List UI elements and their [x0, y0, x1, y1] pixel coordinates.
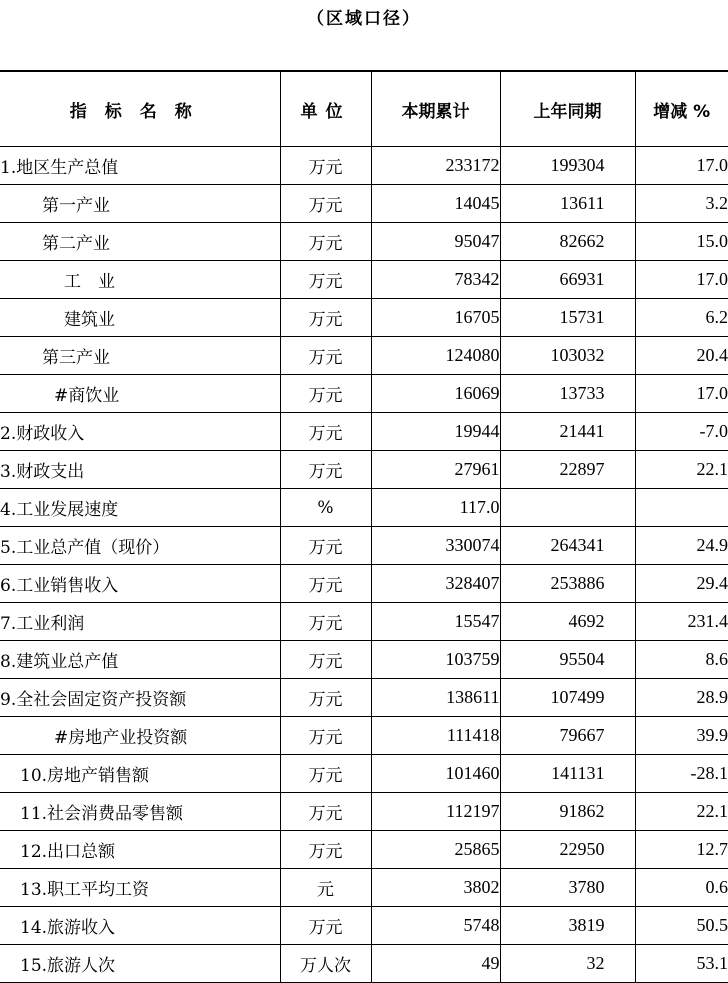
- header-change-percent: 增减 %: [635, 71, 728, 147]
- row-indicator-name: #房地产业投资额: [0, 717, 280, 755]
- table-row: [0, 185, 728, 223]
- row-unit: 万元: [280, 755, 371, 793]
- row-current-value: 5748: [371, 907, 500, 945]
- header-unit: 单位: [280, 71, 371, 147]
- header-indicator-name: 指标名称: [0, 71, 280, 147]
- row-unit: 万元: [280, 451, 371, 489]
- row-previous-value: 199304: [500, 147, 635, 185]
- table-row: [0, 755, 728, 793]
- row-unit: 万元: [280, 641, 371, 679]
- row-current-value: 3802: [371, 869, 500, 907]
- table-row: [0, 565, 728, 603]
- table-subtitle: （区域口径）: [307, 9, 421, 29]
- row-change-percent: -28.1: [635, 755, 728, 793]
- row-unit: 万元: [280, 831, 371, 869]
- row-change-percent: 15.0: [635, 223, 728, 261]
- table-row: [0, 869, 728, 907]
- row-current-value: 16705: [371, 299, 500, 337]
- row-previous-value: 66931: [500, 261, 635, 299]
- table-header: [0, 71, 728, 147]
- row-change-percent: 53.1: [635, 945, 728, 983]
- row-change-percent: 28.9: [635, 679, 728, 717]
- row-unit: 万元: [280, 793, 371, 831]
- row-change-percent: 0.6: [635, 869, 728, 907]
- table-body: [0, 147, 728, 983]
- row-current-value: 15547: [371, 603, 500, 641]
- row-previous-value: 13733: [500, 375, 635, 413]
- table-row: [0, 793, 728, 831]
- row-unit: %: [280, 489, 371, 527]
- table-row: [0, 527, 728, 565]
- row-current-value: 16069: [371, 375, 500, 413]
- row-change-percent: 29.4: [635, 565, 728, 603]
- row-change-percent: 8.6: [635, 641, 728, 679]
- row-unit: 万元: [280, 147, 371, 185]
- row-indicator-name: 建筑业: [0, 299, 280, 337]
- row-change-percent: 22.1: [635, 793, 728, 831]
- row-unit: 万元: [280, 565, 371, 603]
- table-row: [0, 831, 728, 869]
- row-indicator-name: 7.工业利润: [0, 603, 280, 641]
- row-current-value: 103759: [371, 641, 500, 679]
- row-unit: 元: [280, 869, 371, 907]
- row-unit: 万元: [280, 717, 371, 755]
- row-current-value: 101460: [371, 755, 500, 793]
- row-current-value: 124080: [371, 337, 500, 375]
- row-current-value: 328407: [371, 565, 500, 603]
- table-row: [0, 147, 728, 185]
- row-unit: 万元: [280, 375, 371, 413]
- table-row: [0, 907, 728, 945]
- row-indicator-name: 15.旅游人次: [0, 945, 280, 983]
- row-previous-value: 253886: [500, 565, 635, 603]
- row-indicator-name: #商饮业: [0, 375, 280, 413]
- row-indicator-name: 12.出口总额: [0, 831, 280, 869]
- table-row: [0, 299, 728, 337]
- table-row: [0, 603, 728, 641]
- table-row: [0, 337, 728, 375]
- row-indicator-name: 第一产业: [0, 185, 280, 223]
- row-indicator-name: 14.旅游收入: [0, 907, 280, 945]
- row-unit: 万元: [280, 261, 371, 299]
- row-indicator-name: 3.财政支出: [0, 451, 280, 489]
- row-previous-value: 13611: [500, 185, 635, 223]
- row-current-value: 233172: [371, 147, 500, 185]
- row-change-percent: 17.0: [635, 261, 728, 299]
- row-indicator-name: 2.财政收入: [0, 413, 280, 451]
- row-previous-value: 264341: [500, 527, 635, 565]
- row-indicator-name: 工 业: [0, 261, 280, 299]
- row-change-percent: 17.0: [635, 375, 728, 413]
- row-change-percent: 20.4: [635, 337, 728, 375]
- row-change-percent: 50.5: [635, 907, 728, 945]
- row-previous-value: 79667: [500, 717, 635, 755]
- row-indicator-name: 13.职工平均工资: [0, 869, 280, 907]
- table-row: [0, 261, 728, 299]
- row-current-value: 330074: [371, 527, 500, 565]
- row-unit: 万元: [280, 527, 371, 565]
- table-row: [0, 223, 728, 261]
- row-previous-value: 141131: [500, 755, 635, 793]
- row-previous-value: [500, 489, 635, 527]
- row-unit: 万元: [280, 185, 371, 223]
- table-row: [0, 679, 728, 717]
- row-current-value: 117.0: [371, 489, 500, 527]
- row-current-value: 78342: [371, 261, 500, 299]
- statistics-table: [0, 70, 728, 983]
- row-change-percent: 3.2: [635, 185, 728, 223]
- row-indicator-name: 第二产业: [0, 223, 280, 261]
- row-previous-value: 95504: [500, 641, 635, 679]
- row-previous-value: 32: [500, 945, 635, 983]
- table-row: [0, 413, 728, 451]
- table-row: [0, 489, 728, 527]
- row-previous-value: 22950: [500, 831, 635, 869]
- row-indicator-name: 9.全社会固定资产投资额: [0, 679, 280, 717]
- row-previous-value: 91862: [500, 793, 635, 831]
- row-previous-value: 103032: [500, 337, 635, 375]
- row-unit: 万元: [280, 337, 371, 375]
- row-indicator-name: 1.地区生产总值: [0, 147, 280, 185]
- row-unit: 万元: [280, 299, 371, 337]
- row-unit: 万元: [280, 603, 371, 641]
- row-previous-value: 4692: [500, 603, 635, 641]
- row-indicator-name: 第三产业: [0, 337, 280, 375]
- row-change-percent: 22.1: [635, 451, 728, 489]
- row-indicator-name: 8.建筑业总产值: [0, 641, 280, 679]
- row-indicator-name: 5.工业总产值（现价）: [0, 527, 280, 565]
- row-previous-value: 22897: [500, 451, 635, 489]
- row-previous-value: 21441: [500, 413, 635, 451]
- row-unit: 万人次: [280, 945, 371, 983]
- header-row: [0, 71, 728, 147]
- row-current-value: 95047: [371, 223, 500, 261]
- row-previous-value: 82662: [500, 223, 635, 261]
- row-unit: 万元: [280, 679, 371, 717]
- row-change-percent: 17.0: [635, 147, 728, 185]
- row-previous-value: 3780: [500, 869, 635, 907]
- row-current-value: 112197: [371, 793, 500, 831]
- row-current-value: 138611: [371, 679, 500, 717]
- row-current-value: 49: [371, 945, 500, 983]
- row-previous-value: 3819: [500, 907, 635, 945]
- row-indicator-name: 4.工业发展速度: [0, 489, 280, 527]
- row-change-percent: -7.0: [635, 413, 728, 451]
- row-previous-value: 15731: [500, 299, 635, 337]
- row-change-percent: [635, 489, 728, 527]
- row-change-percent: 6.2: [635, 299, 728, 337]
- row-current-value: 27961: [371, 451, 500, 489]
- row-indicator-name: 10.房地产销售额: [0, 755, 280, 793]
- row-unit: 万元: [280, 413, 371, 451]
- row-current-value: 14045: [371, 185, 500, 223]
- row-current-value: 19944: [371, 413, 500, 451]
- table-row: [0, 451, 728, 489]
- header-previous-year: 上年同期: [500, 71, 635, 147]
- row-unit: 万元: [280, 223, 371, 261]
- row-change-percent: 39.9: [635, 717, 728, 755]
- row-change-percent: 231.4: [635, 603, 728, 641]
- table-row: [0, 375, 728, 413]
- row-unit: 万元: [280, 907, 371, 945]
- row-change-percent: 12.7: [635, 831, 728, 869]
- row-current-value: 111418: [371, 717, 500, 755]
- row-current-value: 25865: [371, 831, 500, 869]
- row-indicator-name: 6.工业销售收入: [0, 565, 280, 603]
- row-change-percent: 24.9: [635, 527, 728, 565]
- row-indicator-name: 11.社会消费品零售额: [0, 793, 280, 831]
- table-row: [0, 945, 728, 983]
- table-row: [0, 717, 728, 755]
- row-previous-value: 107499: [500, 679, 635, 717]
- header-current-period: 本期累计: [371, 71, 500, 147]
- table-row: [0, 641, 728, 679]
